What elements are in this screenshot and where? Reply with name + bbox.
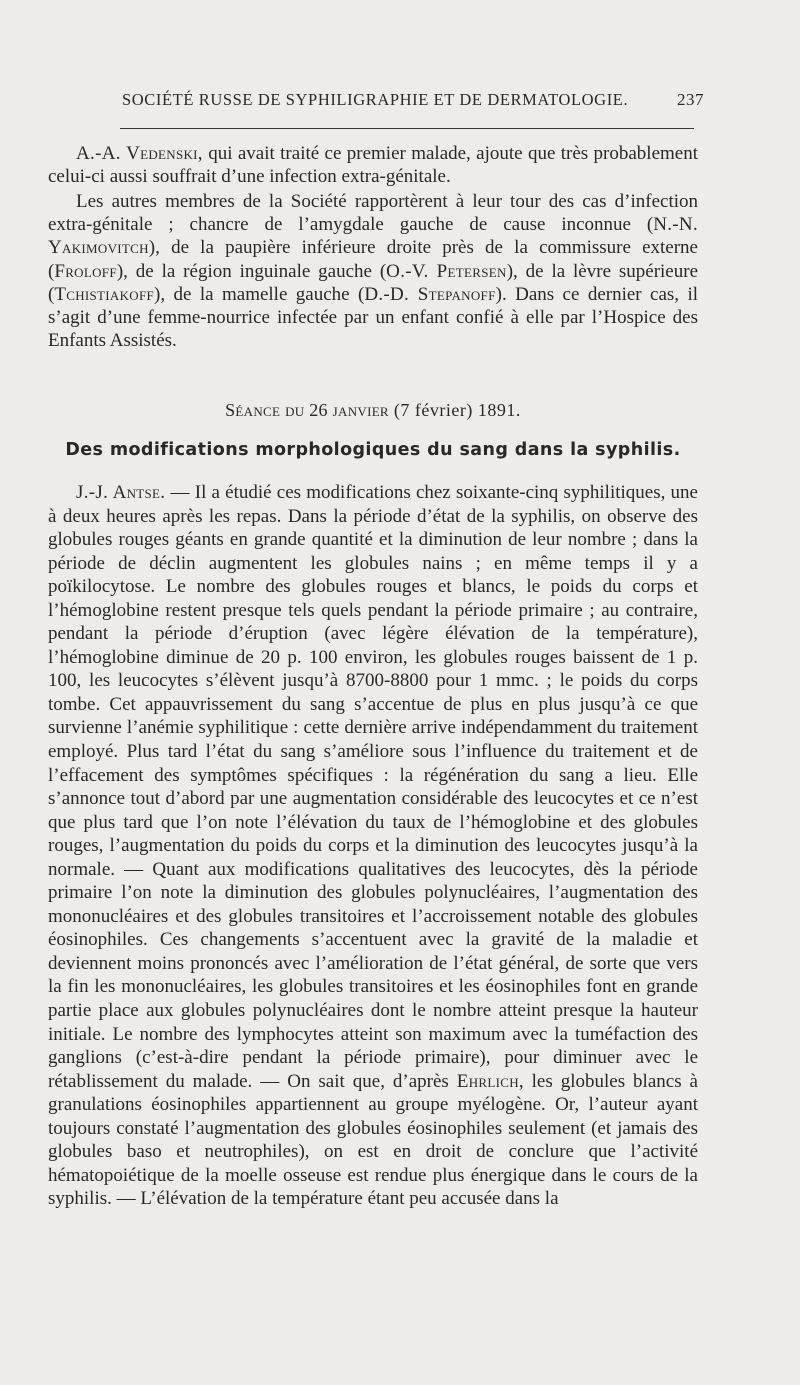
author-name: A.-A. Vedenski, bbox=[76, 143, 203, 164]
session-date-text: (7 février) 1891. bbox=[388, 400, 521, 420]
paragraph-text: Les autres membres de la Société rapportèrent à leur tour des cas d’infection extra-génitale ; chancre de l’amygdale gauche de cause inconnue ( bbox=[48, 191, 698, 236]
paragraph-vedenski bbox=[48, 142, 698, 188]
paragraph-text: — Il a étudié ces modifications chez soixante-cinq syphilitiques, une à deux heures après les repas. Dans la période d’état de la syphilis, on observe des globules rouges géants en grande quantité et la diminution de leur nombre ; dans la période de déclin augmentent les globules nains ; en même temps il y a poïkilocytose. Le nombre des globules rouges et blancs, le poids du corps et l’hémoglobine restent presque tels quels pendant la période primaire ; au contraire, pendant la période d’éruption (avec légère élévation de la température), l’hémoglobine diminue de 20 p. 100 environ, les globules rouges baissent de 1 p. 100, les leucocytes s’élèvent jusqu’à 8700-8800 pour 1 mmc. ; le poids du corps tombe. Cet appauvrissement du sang s’accentue de plus en plus jusqu’à ce que survienne l’anémie syphilitique : cette dernière arrive indépendamment du traitement employé. Plus tard l’état du sang s’améliore sous l’influence du traitement et de l’effacement des symptômes spécifiques : la régénération du sang a lieu. Elle s’annonce tout d’abord par une augmentation considérable des leucocytes et ce n’est que plus tard que l’on note l’élévation du taux de l’hémoglobine et des globules rouges, l’augmentation du poids du corps et la diminution des leucocytes jusqu’à la normale. — Quant aux modifications qualitatives des leucocytes, dès la période primaire l’on note la diminution des globules polynucléaires, l’augmentation des mononucléaires et des globules transitoires et l’accroissement notable des globules éosinophiles. Ces changements s’accentuent avec la gravité de la maladie et deviennent moins prononcés avec l’amélioration de l’état général, de sorte que vers la fin les mononucléaires, les globules transitoires et les éosinophiles font en grande partie place aux globules polynucléaires dont le nombre atteint presque la hauteur initiale. Le nombre des lymphocytes atteint son maximum avec la tuméfaction des ganglions (c’est-à-dire pendant la période primaire), pour diminuer avec le rétablissement du malade. — On sait que, d’après bbox=[48, 482, 698, 1092]
paragraph-text: ), de la lèvre supérieure ( bbox=[48, 260, 698, 305]
author-name: N.-N. Yakimovitch bbox=[48, 214, 698, 259]
paragraph-text: , les globules blancs à granulations éosinophiles appartiennent au groupe myélogène. Or, l’auteur ayant toujours constaté l’augmentation des globules éosinophiles seulement (et jamais des globules baso et neutrophiles), on est en droit de conclure que l’activité hématopoiétique de la moelle osseuse est rendue plus énergique dans le cours de la syphilis. — L’élévation de la température étant peu accusée dans la bbox=[48, 1070, 698, 1210]
author-name: J.-J. Antse. bbox=[76, 482, 166, 503]
author-name: Tchistiakoff bbox=[54, 283, 155, 305]
running-title: SOCIÉTÉ RUSSE DE SYPHILIGRAPHIE ET DE DERMATOLOGIE. bbox=[122, 90, 629, 109]
header-rule bbox=[120, 128, 694, 129]
section-heading: Des modifications morphologiques du sang dans la syphilis. bbox=[65, 440, 681, 460]
session-date bbox=[48, 400, 698, 421]
author-name: Ehrlich bbox=[456, 1070, 519, 1092]
paragraph-text: ), de la paupière inférieure droite près de la commissure externe ( bbox=[48, 237, 698, 282]
running-header bbox=[112, 90, 712, 116]
session-label: Séance du 26 janvier bbox=[225, 400, 389, 420]
author-name: Froloff bbox=[54, 260, 117, 282]
paragraph-text: ), de la région inguinale gauche ( bbox=[116, 260, 387, 282]
paragraph-antse bbox=[48, 481, 698, 1211]
paragraph-text: qui avait traité ce premier malade, ajoute que très probablement celui-ci aussi souffrait d’une infection extra-génitale. bbox=[48, 143, 698, 188]
paragraph-other-members bbox=[48, 190, 698, 352]
page-number: 237 bbox=[677, 90, 704, 109]
paragraph-text: ), de la mamelle gauche ( bbox=[154, 283, 365, 305]
author-name: O.-V. Petersen bbox=[386, 260, 507, 282]
author-name: D.-D. Stepanoff bbox=[364, 283, 496, 305]
paragraph-text: ). Dans ce dernier cas, il s’agit d’une femme-nourrice infectée par un enfant confié à elle par l’Hospice des Enfants Assistés. bbox=[48, 283, 699, 352]
